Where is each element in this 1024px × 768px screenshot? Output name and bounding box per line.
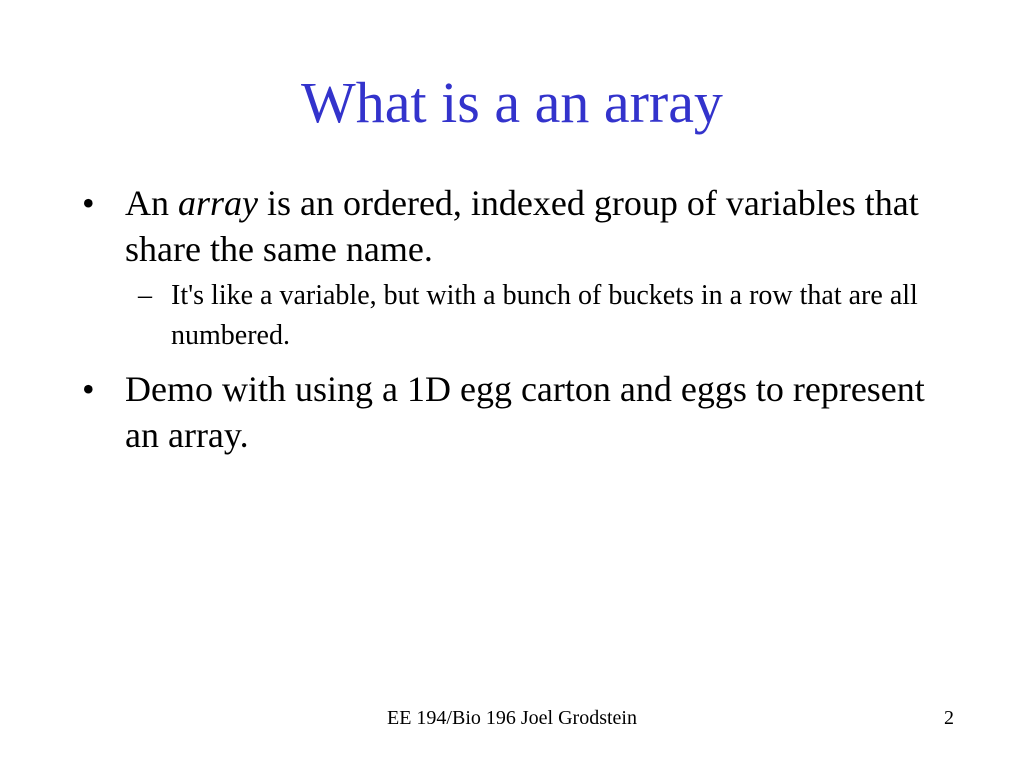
bullet-item-2 [82,366,955,458]
sub-bullet-text: It's like a variable, but with a bunch of buckets in a row that are all numbered. [171,280,918,351]
slide-title: What is a an array [301,70,723,135]
bullet-marker: • [82,369,95,409]
sub-bullet-item-1 [138,276,961,356]
bullet-text: Demo with using a 1D egg carton and eggs to represent an array. [125,369,925,455]
bullet-text-end: is an ordered, indexed group of variables that share the same name. [125,183,919,269]
sub-bullet-marker: – [138,280,152,311]
page-number: 2 [944,707,954,729]
bullet-text-start: An [125,183,178,223]
bullet-item-1 [82,180,955,272]
bullet-emphasis: array [178,183,258,223]
bullet-marker: • [82,183,95,223]
footer-text: EE 194/Bio 196 Joel Grodstein [387,707,637,729]
